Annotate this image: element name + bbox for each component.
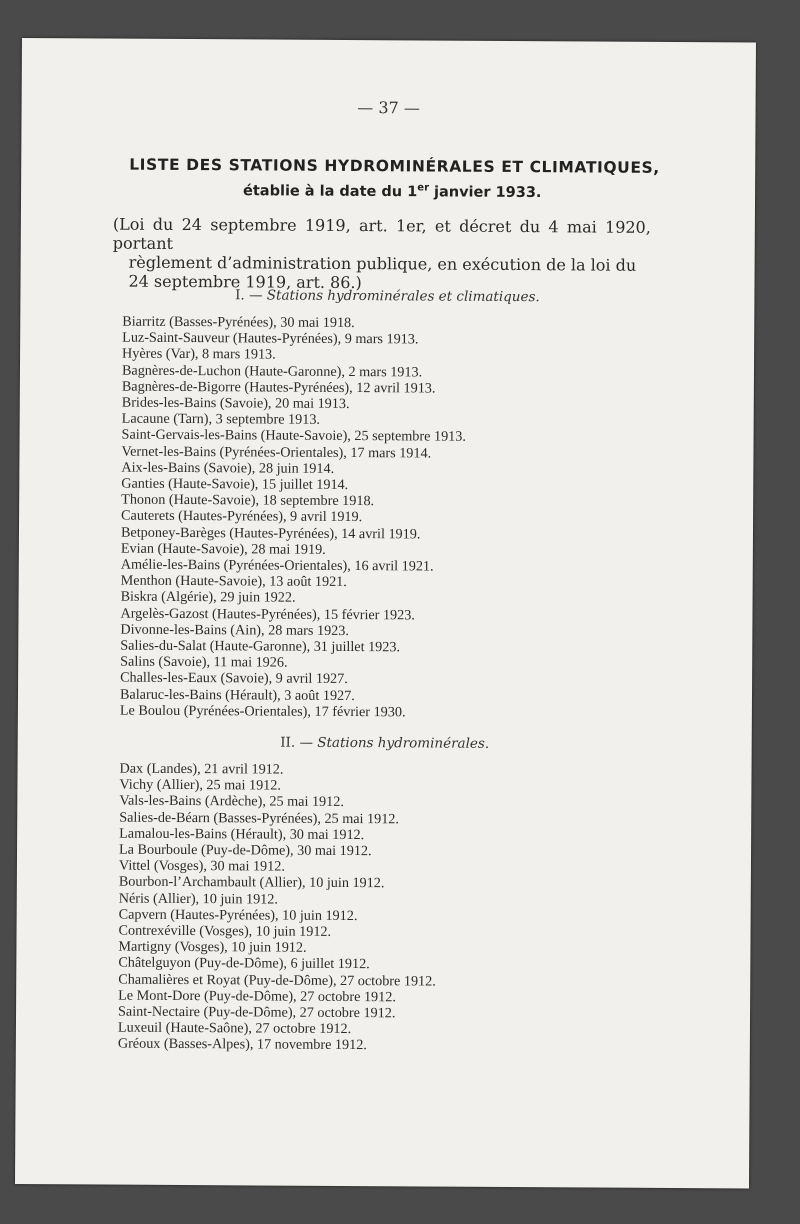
- station-list-item: Bagnères-de-Bigorre (Hautes-Pyrénées), 12 avril 1913.: [121, 378, 436, 397]
- section-number: I. —: [235, 287, 267, 304]
- section-title: Stations hydrominérales et climatiques.: [266, 287, 540, 306]
- document-subtitle: [243, 181, 541, 201]
- station-list-item: Salies-de-Béarn (Basses-Pyrénées), 25 mai 1912.: [119, 809, 400, 827]
- station-list-item: Capvern (Hautes-Pyrénées), 10 juin 1912.: [118, 906, 358, 924]
- station-list-item: Biarritz (Basses-Pyrénées), 30 mai 1918.: [122, 313, 355, 332]
- station-list-2: [118, 761, 437, 1055]
- subtitle-text-start: établie à la date du 1: [243, 183, 418, 201]
- station-list-item: Cauterets (Hautes-Pyrénées), 9 avril 1919.: [121, 508, 363, 526]
- section-number: II. —: [280, 734, 318, 751]
- legal-reference-line: règlement d’administration publique, en exécution de la loi du: [128, 252, 637, 275]
- subtitle-superscript: er: [417, 182, 430, 194]
- station-list-item: Lacaune (Tarn), 3 septembre 1913.: [121, 410, 321, 429]
- station-list-item: Vernet-les-Bains (Pyrénées-Orientales), 17 mars 1914.: [121, 443, 432, 462]
- station-list-item: Vichy (Allier), 25 mai 1912.: [119, 776, 281, 794]
- legal-reference-line: 24 septembre 1919, art. 86.): [128, 271, 362, 293]
- station-list-item: Saint-Gervais-les-Bains (Haute-Savoie), 25 septembre 1913.: [121, 427, 466, 446]
- station-list-item: Bagnères-de-Luchon (Haute-Garonne), 2 mars 1913.: [121, 362, 423, 381]
- station-list-item: Menthon (Haute-Savoie), 13 août 1921.: [120, 572, 347, 591]
- station-list-item: Bourbon-l’Archambault (Allier), 10 juin 1912.: [118, 874, 385, 892]
- page-number: — 37 —: [357, 98, 420, 118]
- station-list-item: Challes-les-Eaux (Savoie), 9 avril 1927.: [120, 670, 348, 688]
- station-list-item: Luxeuil (Haute-Saône), 27 octobre 1912.: [117, 1019, 352, 1038]
- station-list-item: Lamalou-les-Bains (Hérault), 30 mai 1912.: [119, 825, 365, 843]
- station-list-item: Salins (Savoie), 11 mai 1926.: [120, 653, 288, 671]
- document-title: LISTE DES STATIONS HYDROMINÉRALES ET CLIMATIQUES,: [129, 155, 660, 177]
- station-list-1: [120, 314, 467, 721]
- station-list-item: Betponey-Barèges (Hautes-Pyrénées), 14 avril 1919.: [120, 524, 421, 543]
- station-list-item: Saint-Nectaire (Puy-de-Dôme), 27 octobre 1912.: [118, 1003, 396, 1022]
- station-list-item: Contrexéville (Vosges), 10 juin 1912.: [118, 922, 332, 940]
- station-list-item: Balaruc-les-Bains (Hérault), 3 août 1927.: [119, 686, 355, 704]
- station-list-item: Ganties (Haute-Savoie), 15 juillet 1914.: [121, 475, 349, 494]
- station-list-item: La Bourboule (Puy-de-Dôme), 30 mai 1912.: [118, 841, 372, 860]
- station-list-item: Vittel (Vosges), 30 mai 1912.: [118, 857, 285, 875]
- station-list-item: Chamalières et Royat (Puy-de-Dôme), 27 octobre 1912.: [118, 971, 436, 990]
- legal-reference-line: (Loi du 24 septembre 1919, art. 1er, et décret du 4 mai 1920, portant: [112, 214, 651, 253]
- subtitle-text-end: janvier 1933.: [428, 184, 542, 202]
- station-list-item: Divonne-les-Bains (Ain), 28 mars 1923.: [120, 621, 349, 639]
- section-title: Stations hydrominérales.: [317, 734, 490, 752]
- station-list-item: Salies-du-Salat (Haute-Garonne), 31 juillet 1923.: [120, 637, 401, 656]
- station-list-item: Martigny (Vosges), 10 juin 1912.: [118, 938, 307, 956]
- section-heading-1: [20, 286, 754, 306]
- document-page: [15, 38, 756, 1188]
- station-list-item: Thonon (Haute-Savoie), 18 septembre 1918.: [121, 491, 375, 510]
- station-list-item: Aix-les-Bains (Savoie), 28 juin 1914.: [121, 459, 335, 477]
- station-list-item: Hyères (Var), 8 mars 1913.: [122, 346, 276, 363]
- station-list-item: Argelès-Gazost (Hautes-Pyrénées), 15 février 1923.: [120, 605, 415, 624]
- station-list-item: Le Mont-Dore (Puy-de-Dôme), 27 octobre 1912.: [118, 987, 396, 1006]
- station-list-item: Vals-les-Bains (Ardèche), 25 mai 1912.: [119, 793, 344, 811]
- station-list-item: Châtelguyon (Puy-de-Dôme), 6 juillet 1912.: [118, 955, 370, 973]
- section-heading-2: [18, 733, 752, 753]
- station-list-item: Amélie-les-Bains (Pyrénées-Orientales), 16 avril 1921.: [120, 556, 434, 575]
- station-list-item: Luz-Saint-Sauveur (Hautes-Pyrénées), 9 mars 1913.: [122, 329, 419, 348]
- station-list-item: Gréoux (Basses-Alpes), 17 novembre 1912.: [117, 1036, 367, 1054]
- station-list-item: Dax (Landes), 21 avril 1912.: [119, 760, 284, 778]
- station-list-item: Biskra (Algérie), 29 juin 1922.: [120, 589, 296, 607]
- station-list-item: Le Boulou (Pyrénées-Orientales), 17 février 1930.: [119, 702, 406, 721]
- station-list-item: Evian (Haute-Savoie), 28 mai 1919.: [120, 540, 326, 558]
- station-list-item: Néris (Allier), 10 juin 1912.: [118, 890, 278, 908]
- station-list-item: Brides-les-Bains (Savoie), 20 mai 1913.: [121, 394, 350, 413]
- legal-reference: [112, 215, 650, 294]
